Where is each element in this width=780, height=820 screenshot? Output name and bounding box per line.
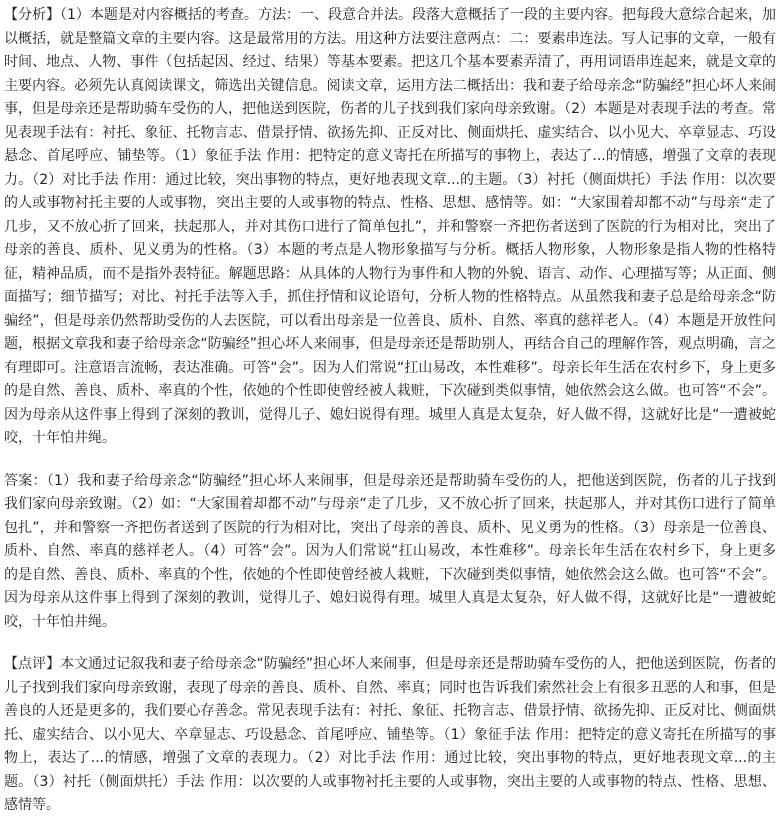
paragraph-spacer — [4, 634, 776, 653]
comment-paragraph: 【点评】本文通过记叙我和妻子给母亲念“防骗经”担心坏人来闹事，但是母亲还是帮助骑车受伤的人，把他送到医院，伤者的儿子找到我们家向母亲致谢，表现了母亲的善良、质朴、自然、率真；同时也告诉我们索然社会上有很多丑恶的人和事，但是善良的人还是更多的，我们要心存善念。常见表现手法有：衬托、象征、托物言志、借景抒情、欲扬先抑、正反对比、侧面烘托、虚实结合、以小见大、卒章显志、巧设悬念、首尾呼应、铺垫等。（1）象征手法 作用：把特定的意义寄托在所描写的事物上，表达了...的情感，增强了文章的表现力。（2）对比手法 作用：通过比较，突出事物的特点，更好地表现文章...的主题。（3）衬托（侧面烘托）手法 作用：以次要的人或事物衬托主要的人或事物，突出主要的人或事物的特点、性格、思想、感情等。 — [4, 656, 776, 813]
paragraph-spacer — [4, 451, 776, 470]
analysis-paragraph: 【分析】（1）本题是对内容概括的考查。方法：一、段意合并法。段落大意概括了一段的主要内容。把每段大意综合起来，加以概括，就是整篇文章的主要内容。这是最常用的方法。用这种方法要注意两点：二：要素串连法。写人记事的文章，一般有时间、地点、人物、事件（包括起因、经过、结果）等基本要素。把这几个基本要素弄清了，再用词语串连起来，就是文章的主要内容。必须先认真阅读课文，筛选出关键信息。阅读文章，运用方法二概括出：我和妻子给母亲念“防骗经”担心坏人来闹事，但是母亲还是帮助骑车受伤的人，把他送到医院，伤者的儿子找到我们家向母亲致谢。（2）本题是对表现手法的考查。常见表现手法有：衬托、象征、托物言志、借景抒情、欲扬先抑、正反对比、侧面烘托、虚实结合、以小见大、卒章显志、巧设悬念、首尾呼应、铺垫等。（1）象征手法 作用：把特定的意义寄托在所描写的事物上，表达了...的情感，增强了文章的表现力。（2）对比手法 作用：通过比较，突出事物的特点，更好地表现文章...的主题。（3）衬托（侧面烘托）手法 作用：以次要的人或事物衬托主要的人或事物，突出主要的人或事物的特点、性格、思想、感情等。如：“大家围着却都不动”与母亲“走了几步，又不放心折了回来，扶起那人，并对其伤口进行了简单包扎”，并和警察一齐把伤者送到了医院的行为相对比，突出了母亲的善良、质朴、见义勇为的性格。（3）本题的考点是人物形象描写与分析。概括人物形象，人物形象是指人物的性格特征，精神品质，而不是指外表特征。解题思路：从具体的人物行为事件和人物的外貌、语言、动作、心理描写等；从正面、侧面描写；细节描写；对比、衬托手法等入手，抓住抒情和议论语句，分析人物的性格特点。从虽然我和妻子总是给母亲念“防骗经”，但是母亲仍然帮助受伤的人去医院，可以看出母亲是一位善良、质朴、自然、率真的慈祥老人。（4）本题是开放性问题，根据文章我和妻子给母亲念“防骗经”担心坏人来闹事，但是母亲还是帮助别人，再结合自己的理解作答，观点明确，言之有理即可。注意语言流畅，表达准确。可答“会”。因为人们常说“扛山易改，本性难移”。母亲长年生活在农村乡下，身上更多的是自然、善良、质朴、率真的个性，依她的个性即使曾经被人栽赃，下次碰到类似事情，她依然会这么做。也可答“不会”。因为母亲从这件事上得到了深刻的教训，觉得儿子、媳妇说得有理。城里人真是太复杂，好人做不得，这就好比是“一遭被蛇咬，十年怕井绳。 — [4, 7, 776, 446]
answer-paragraph: 答案：（1）我和妻子给母亲念“防骗经”担心坏人来闹事，但是母亲还是帮助骑车受伤的人，把他送到医院，伤者的儿子找到我们家向母亲致谢。（2）如：“大家围着却都不动”与母亲“走了几步，又不放心折了回来，扶起那人，并对其伤口进行了简单包扎”，并和警察一齐把伤者送到了医院的行为相对比，突出了母亲的善良、质朴、见义勇为的性格。（3）母亲是一位善良、质朴、自然、率真的慈祥老人。（4）可答“会”。因为人们常说“扛山易改，本性难移”。母亲长年生活在农村乡下，身上更多的是自然、善良、质朴、率真的个性，依她的个性即使曾经被人栽赃，下次碰到类似事情，她依然会这么做。也可答“不会”。因为母亲从这件事上得到了深刻的教训，觉得儿子、媳妇说得有理。城里人真是太复杂，好人做不得，这就好比是“一遭被蛇咬，十年怕井绳。 — [4, 472, 776, 630]
